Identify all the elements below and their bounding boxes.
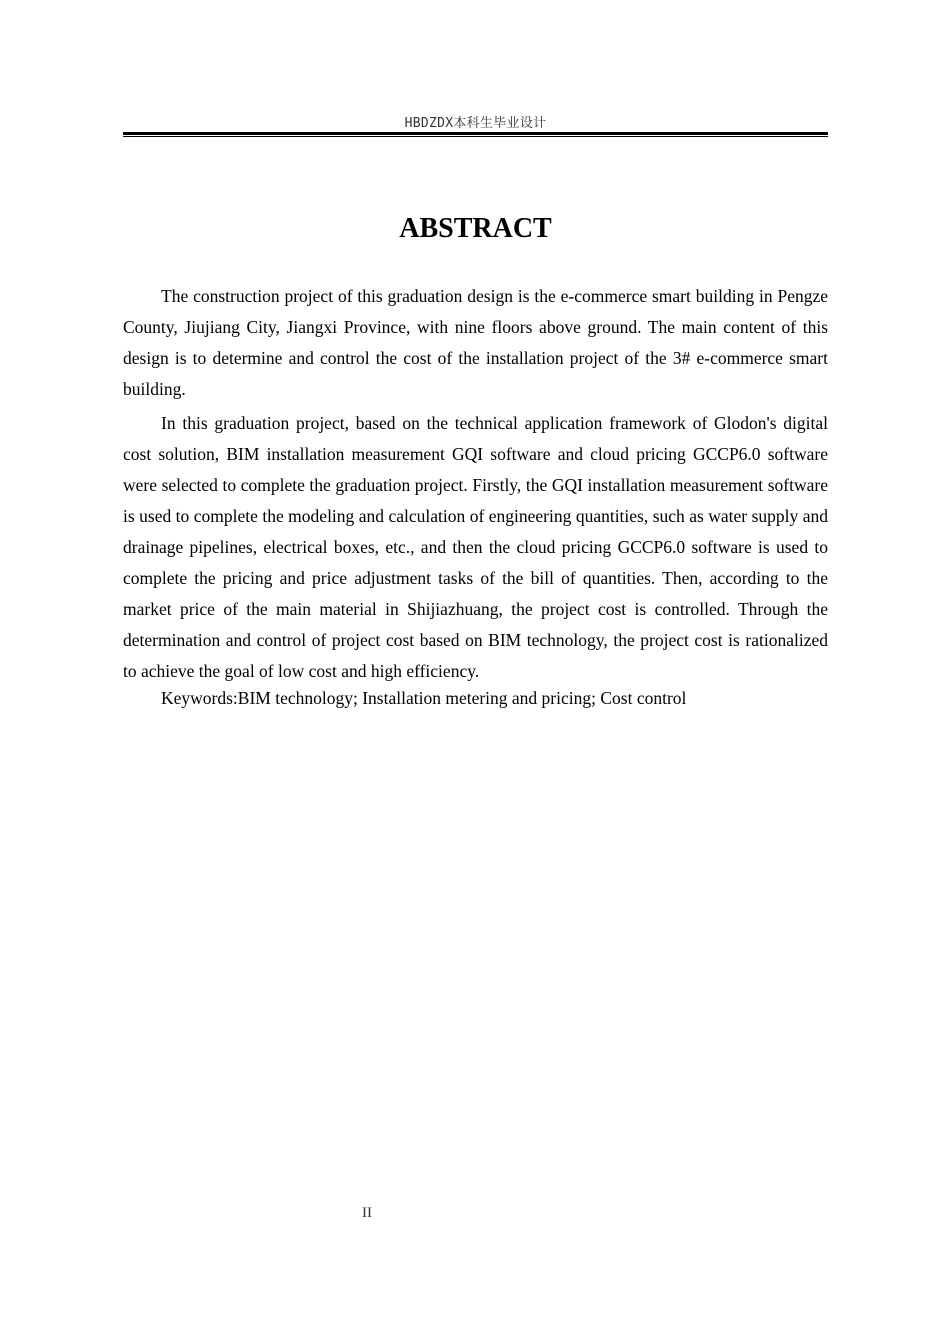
- abstract-paragraph-2: In this graduation project, based on the technical application framework of Glodon's digital cost solution, BIM installation measurement GQI software and cloud pricing GCCP6.0 software were selected to complete the graduation project. Firstly, the GQI installation measurement software is used to complete the modeling and calculation of engineering quantities, such as water supply and drainage pipelines, electrical boxes, etc., and then the cloud pricing GCCP6.0 software is used to complete the pricing and price adjustment tasks of the bill of quantities. Then, according to the market price of the main material in Shijiazhuang, the project cost is controlled. Through the determination and control of project cost based on BIM technology, the project cost is rationalized to achieve the goal of low cost and high efficiency.: [123, 413, 828, 681]
- abstract-paragraph-1: The construction project of this graduation design is the e-commerce smart building in Pengze County, Jiujiang City, Jiangxi Province, with nine floors above ground. The main content of this design is to determine and control the cost of the installation project of the 3# e-commerce smart building.: [123, 286, 828, 399]
- abstract-title: ABSTRACT: [399, 213, 552, 244]
- running-header: HBDZDX本科生毕业设计: [404, 116, 547, 131]
- keywords-line: Keywords:BIM technology; Installation metering and pricing; Cost control: [161, 688, 687, 708]
- abstract-body: [123, 281, 828, 714]
- page-number: II: [362, 1205, 372, 1221]
- header-double-rule: [123, 132, 828, 137]
